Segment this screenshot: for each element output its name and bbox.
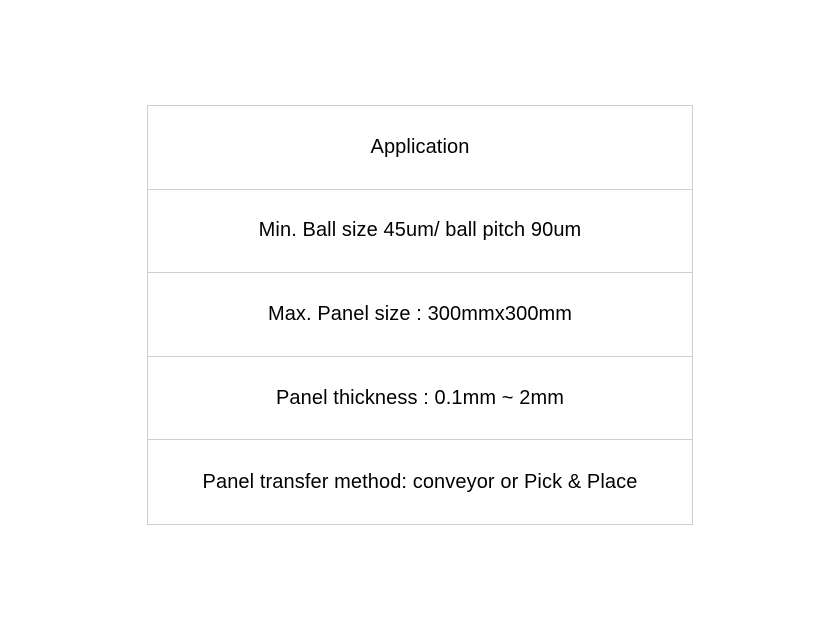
application-header: Application — [370, 135, 470, 158]
spec-table — [147, 105, 693, 525]
panel-thickness-text: Panel thickness : 0.1mm ~ 2mm — [275, 386, 564, 409]
panel-transfer-method-text: Panel transfer method: conveyor or Pick & Place — [202, 470, 638, 493]
table-row — [148, 273, 692, 357]
table-row-header — [148, 106, 692, 190]
min-ball-size-text: Min. Ball size 45um/ ball pitch 90um — [258, 219, 582, 242]
table-row — [148, 440, 692, 524]
table-row — [148, 190, 692, 274]
table-row — [148, 357, 692, 441]
max-panel-size-text: Max. Panel size : 300mmx300mm — [267, 302, 573, 325]
